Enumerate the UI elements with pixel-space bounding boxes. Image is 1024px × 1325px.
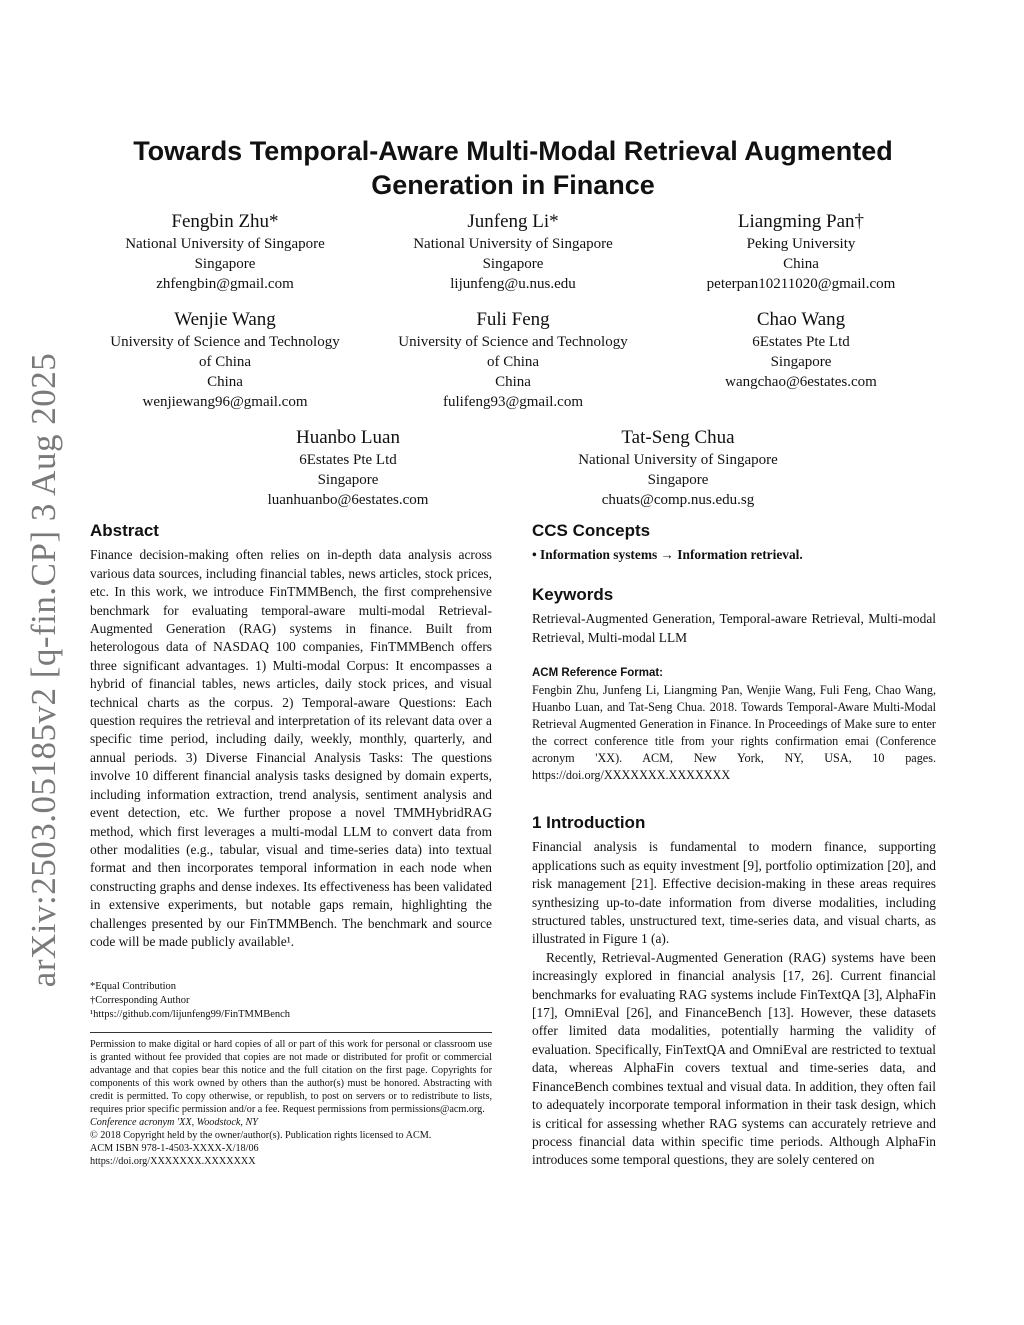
author-email: chuats@comp.nus.edu.sg [601,492,755,508]
paper-title [90,134,936,202]
author-affiliation: University of Science and Technology [398,334,628,350]
acm-reference-section [532,664,936,784]
author-name: Junfeng Li* [467,211,559,232]
author-block [378,308,648,412]
author-country: Singapore [194,256,256,272]
conference-line: Conference acronym 'XX, Woodstock, NY [90,1117,258,1128]
author-email: wangchao@6estates.com [725,374,877,390]
author-block [378,210,648,294]
doi-line: https://doi.org/XXXXXXX.XXXXXXX [90,1156,256,1167]
acm-reference-heading: ACM Reference Format: [532,667,663,679]
author-name: Huanbo Luan [296,427,400,448]
title-line-1: Towards Temporal-Aware Multi-Modal Retrieval Augmented [133,136,893,166]
author-block [90,308,360,412]
author-name: Tat-Seng Chua [621,427,735,448]
author-affiliation: 6Estates Pte Ltd [299,452,397,468]
author-block [543,426,813,510]
author-block [213,426,483,510]
author-row-3 [90,426,936,510]
author-country: Singapore [317,472,379,488]
author-country: China [783,256,819,272]
author-country: China [207,374,243,390]
footnote-url: ¹https://github.com/lijunfeng99/FinTMMBench [90,1009,291,1020]
author-email: fulifeng93@gmail.com [442,394,584,410]
introduction-section [532,814,936,1170]
permission-block [90,1032,492,1168]
introduction-paragraph-1: Financial analysis is fundamental to modern finance, supporting applications such as equity investment [9], portfolio optimization [20], and risk management [21]. Effective decision-making in these areas requires synthesizing up-to-date information from diverse modalities, including structured tables, unstructured text, time-series data, and visual charts, as illustrated in Figure 1 (a). [532,839,936,947]
keywords-section [532,586,936,647]
author-email: lijunfeng@u.nus.edu [450,276,576,292]
author-name: Liangming Pan† [737,211,865,232]
ccs-heading: CCS Concepts [532,521,651,540]
author-affiliation: 6Estates Pte Ltd [752,334,850,350]
author-affiliation: National University of Singapore [413,236,613,252]
author-name: Wenjie Wang [174,309,276,330]
author-name: Fuli Feng [476,309,550,330]
author-email: wenjiewang96@gmail.com [142,394,308,410]
author-name: Fengbin Zhu* [171,211,279,232]
author-affiliation-cont: of China [198,354,252,370]
author-affiliation: Peking University [746,236,856,252]
abstract-text: Finance decision-making often relies on in-depth data analysis across various data sources, including financial tables, news articles, stock prices, etc. In this work, we introduce FinTMMBench, the first comprehensive benchmark for evaluating temporal-aware multi-modal Retrieval-Augmented Generation (RAG) systems in finance. Built from heterologous data of NASDAQ 100 companies, FinTMMBench offers three significant advantages. 1) Multi-modal Corpus: It encompasses a hybrid of financial tables, news articles, daily stock prices, and visual technical charts as the corpus. 2) Temporal-aware Questions: Each question requires the retrieval and interpretation of its relevant data over a specific time period, including daily, weekly, monthly, quarterly, and annual periods. 3) Diverse Financial Analysis Tasks: The questions involve 10 different financial analysis tasks designed by domain experts, including information extraction, trend analysis, sentiment analysis and event detection, etc. We further propose a novel TMMHybridRAG method, which first leverages a multi-modal LLM to convert data from other modalities (e.g., tabular, visual and time-series data) into textual format and then incorporates temporal information in each node when constructing graphs and dense indexes. Its effectiveness has been validated in extensive experiments, but notable gaps remain, highlighting the challenges presented by our FinTMMBench. The benchmark and source code will be made publicly available¹. [90,547,492,949]
author-email: peterpan10211020@gmail.com [706,276,896,292]
footnote-corresponding: †Corresponding Author [90,995,190,1006]
footnotes [90,980,492,1022]
arxiv-id: arXiv:2503.05185v2 [q-fin.CP] 3 Aug 2025 [24,352,64,988]
acm-reference-text: Fengbin Zhu, Junfeng Li, Liangming Pan, Wenjie Wang, Fuli Feng, Chao Wang, Huanbo Luan, and Tat-Seng Chua. 2018. Towards Temporal-Aware Multi-Modal Retrieval Augmented Generation in Finance. In Proceedings of Make sure to enter the correct conference title from your rights confirmation emai (Conference acronym 'XX). ACM, New York, NY, USA, 10 pages. https://doi.org/XXXXXXX.XXXXXXX [532,683,936,783]
copyright-line: © 2018 Copyright held by the owner/author(s). Publication rights licensed to ACM. [90,1130,432,1141]
abstract-section [90,522,492,951]
author-affiliation: University of Science and Technology [110,334,340,350]
author-email: luanhuanbo@6estates.com [267,492,429,508]
author-block [90,210,360,294]
abstract-heading: Abstract [90,521,159,540]
author-affiliation: National University of Singapore [578,452,778,468]
author-country: China [495,374,531,390]
author-row-2 [90,308,936,412]
author-block [666,308,936,412]
introduction-paragraph-2: Recently, Retrieval-Augmented Generation (RAG) systems have been increasingly explored in financial analysis [17, 26]. Current financial benchmarks for evaluating RAG systems include FinTextQA [3], AlphaFin [17], OmniEval [26], and FinanceBench [13]. However, these datasets offer limited data modalities, potentially harming the validity of evaluation. Specifically, FinTextQA and OmniEval are restricted to textual data, whereas AlphaFin covers textual and time-series data, and FinanceBench combines textual and visual data. In addition, they often fail to adequately incorporate temporal information in their task design, which is critical for assessing whether RAG systems can accurately retrieve and process financial data within specific time periods. Although AlphaFin introduces some temporal questions, they are solely centered on [532,949,936,1168]
arxiv-stamp [12,352,76,988]
author-affiliation-cont: of China [486,354,540,370]
author-country: Singapore [482,256,544,272]
author-email: zhfengbin@gmail.com [156,276,294,292]
author-affiliation: National University of Singapore [125,236,325,252]
keywords-heading: Keywords [532,585,614,604]
author-block [666,210,936,294]
author-country: Singapore [770,354,832,370]
ccs-section [532,522,936,565]
author-row-1 [90,210,936,294]
author-name: Chao Wang [756,309,846,330]
keywords-text: Retrieval-Augmented Generation, Temporal-aware Retrieval, Multi-modal Retrieval, Multi-modal LLM [532,611,936,645]
footnote-equal: *Equal Contribution [90,981,177,992]
ccs-text: • Information systems → Information retrieval. [532,547,803,563]
introduction-heading: 1 Introduction [532,813,646,832]
isbn-line: ACM ISBN 978-1-4503-XXXX-X/18/06 [90,1143,259,1154]
author-country: Singapore [647,472,709,488]
permission-text: Permission to make digital or hard copies of all or part of this work for personal or classroom use is granted without fee provided that copies are not made or distributed for profit or commercial advantage and that copies bear this notice and the full citation on the first page. Copyrights for components of this work owned by others than the author(s) must be honored. Abstracting with credit is permitted. To copy otherwise, or republish, to post on servers or to redistribute to lists, requires prior specific permission and/or a fee. Request permissions from permissions@acm.org. [90,1039,492,1115]
title-line-2: Generation in Finance [371,170,655,200]
